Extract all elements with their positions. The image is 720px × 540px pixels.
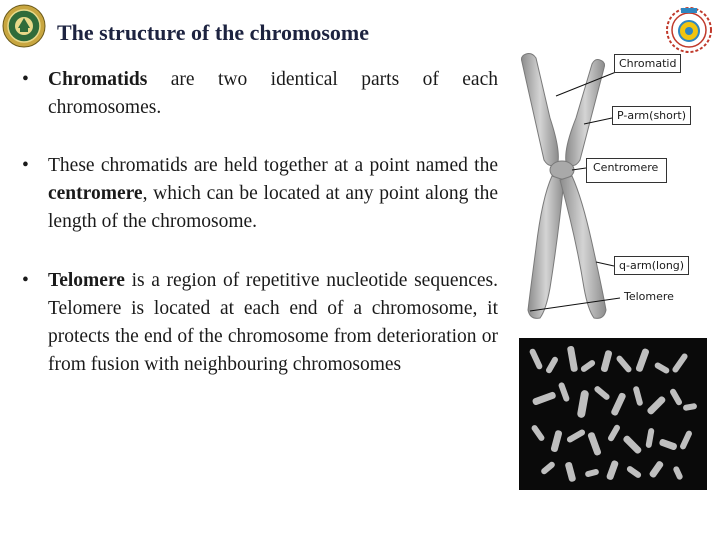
- bullet-telomere: [22, 267, 498, 379]
- label-chromatid: Chromatid: [614, 54, 681, 73]
- bullet-centromere: [22, 152, 498, 236]
- label-p-arm: P-arm(short): [612, 106, 691, 125]
- chromosome-micrograph: [519, 338, 707, 490]
- p-arm-right: [566, 60, 605, 166]
- bullet-dot: •: [22, 155, 29, 176]
- term-telomere: Telomere: [48, 270, 125, 291]
- q-arm-left: [528, 176, 564, 318]
- bullet-dot: •: [22, 69, 29, 90]
- label-telomere: Telomere: [624, 290, 674, 303]
- slide-title: The structure of the chromosome: [57, 20, 370, 45]
- label-q-arm: q-arm(long): [614, 256, 689, 275]
- term-chromatids: Chromatids: [48, 69, 148, 90]
- pointer-q-arm: [596, 262, 614, 266]
- bullet-chromatids: [22, 66, 498, 122]
- q-arm-right: [560, 176, 606, 318]
- label-centromere: Centromere: [586, 158, 667, 183]
- university-logo-left: [2, 4, 46, 48]
- chromosome-diagram: [500, 48, 720, 328]
- bullet-text: are two identical parts of each chromosomes.: [48, 69, 498, 118]
- bullet-text-suffix: , which can be located at any point along the length of the chromosome.: [48, 183, 498, 232]
- bullet-text-prefix: These chromatids are held together at a point named the: [48, 155, 498, 176]
- chromosome-illustration: [500, 48, 720, 328]
- bullet-list: [22, 66, 498, 379]
- p-arm-left: [522, 54, 559, 166]
- bullet-text: is a region of repetitive nucleotide sequences. Telomere is located at each end of a chromosome, it protects the end of the chromosome from deterioration or from fusion with neighbouring chromosomes: [48, 270, 498, 375]
- term-centromere: centromere: [48, 183, 143, 204]
- college-logo-right: [663, 2, 715, 54]
- bullet-dot: •: [22, 270, 29, 291]
